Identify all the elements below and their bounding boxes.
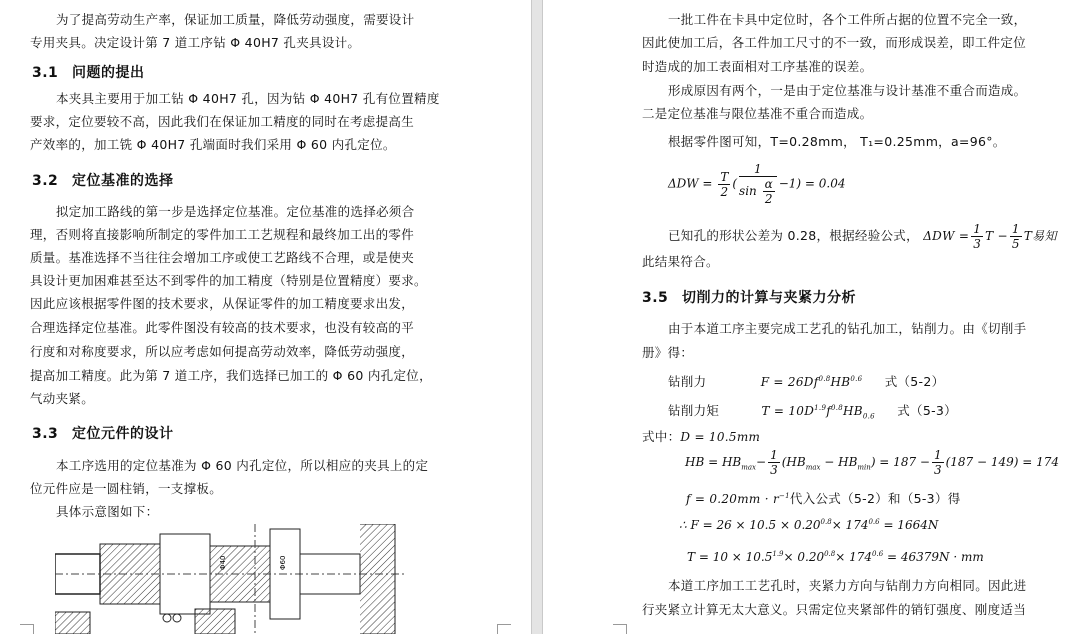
para-3-3-line-3: 具体示意图如下： xyxy=(56,504,159,519)
dw-equation: ΔDW = $\frac{T}{2}$ ( 1 sin $\frac{\alpha}{2}$ −1) = 0.04 xyxy=(668,162,846,206)
para-3-2-line-5: 因此应该根据零件图的技术要求，从保证零件的加工精度要求出发， xyxy=(30,296,415,311)
section-3-5-heading: 3.5 切削力的计算与夹紧力分析 xyxy=(642,290,856,306)
para-3-1-line-1: 本夹具主要用于加工钻 Φ 40H7 孔，因为钻 Φ 40H7 孔有位置精度 xyxy=(56,91,440,106)
para-top-line-5: 二是定位基准与限位基准不重合而造成。 xyxy=(642,106,873,121)
para-3-2-line-9: 气动夹紧。 xyxy=(30,391,95,406)
para-3-2-line-6: 合理选择定位基准。此零件图没有较高的技术要求，也没有较高的平 xyxy=(30,320,415,335)
para-end-line-2: 行夹紧立计算无太大意义。只需定位夹紧部件的销钉强度、刚度适当 xyxy=(642,602,1027,617)
fixture-drawing xyxy=(55,524,405,634)
crop-mark xyxy=(613,624,627,634)
shape-equation: ΔDW = $\frac{1}{3}$ T − $\frac{1}{5}$ T易知 xyxy=(923,222,1057,251)
F-result: ∴ $F = 26 \times 10.5 \times 0.20^{0.8}\times 174^{0.6} = 1664N$ xyxy=(679,518,939,532)
force-line: 钻削力 $F = 26Df^{0.8}HB^{0.6}$ 式（5-2） xyxy=(668,374,945,389)
fig-label-phi40: Φ40 xyxy=(219,555,227,570)
intro-line-1: 为了提高劳动生产率，保证加工质量，降低劳动强度，需要设计 xyxy=(56,12,415,27)
para-3-2-line-7: 行度和对称度要求，所以应考虑如何提高劳动效率，降低劳动强度， xyxy=(30,344,415,359)
T-result: $T = 10 \times 10.5^{1.9}\times 0.20^{0.8}\times 174^{0.6} = 46379N$ · mm xyxy=(687,550,984,564)
given-values: 根据零件图可知，T=0.28mm， T₁=0.25mm，a=96°。 xyxy=(668,134,1006,149)
para-3-1-line-2: 要求，定位要较不高，因此我们在保证加工精度的同时在考虑提高生 xyxy=(30,114,415,129)
hb-equation: HB = $HB_{max}-$ $\frac{1}{3}$ $(HB_{max} - HB_{min}) = 187$ − $\frac{1}{3}$ (187 − 149) = 174 xyxy=(685,448,1060,477)
section-3-2-heading: 3.2 定位基准的选择 xyxy=(32,173,174,189)
para-3-1-line-3: 产效率的，加工铣 Φ 40H7 孔端面时我们采用 Φ 60 内孔定位。 xyxy=(30,137,396,152)
para-end-line-1: 本道工序加工工艺孔时，夹紧力方向与钻削力方向相同。因此进 xyxy=(668,578,1027,593)
right-page xyxy=(543,0,1074,634)
para-3-3-line-2: 位元件应是一圆柱销，一支撑板。 xyxy=(30,481,223,496)
para-top-line-2: 因此使加工后，各工件加工尺寸的不一致，而形成误差，即工件定位 xyxy=(642,35,1027,50)
para-3-2-line-3: 质量。基准选择不当往往会增加工序或使工艺路线不合理，或是使夹 xyxy=(30,250,415,265)
torque-line: 钻削力矩 $T = 10D^{1.9}f^{0.8}HB_{0.6}$ 式（5-3） xyxy=(668,403,957,421)
para-3-5-line-2: 册》得： xyxy=(642,345,694,360)
section-3-3-heading: 3.3 定位元件的设计 xyxy=(32,426,174,442)
crop-mark xyxy=(497,624,511,634)
crop-mark xyxy=(20,624,34,634)
section-3-1-heading: 3.1 问题的提出 xyxy=(32,65,145,81)
para-top-line-4: 形成原因有两个，一是由于定位基准与设计基准不重合而造成。 xyxy=(668,83,1027,98)
page-gutter xyxy=(531,0,543,634)
where-line: 式中：D = 10.5mm xyxy=(642,429,761,444)
intro-line-2: 专用夹具。决定设计第 7 道工序钻 Φ 40H7 孔夹具设计。 xyxy=(30,35,361,50)
fig-label-phi60: Φ60 xyxy=(279,555,287,570)
para-3-2-line-4: 具设计更加困难甚至达不到零件的加工精度（特别是位置精度）要求。 xyxy=(30,273,427,288)
para-top-line-1: 一批工件在卡具中定位时，各个工件所占据的位置不完全一致， xyxy=(668,12,1027,27)
para-top-line-3: 时造成的加工表面相对工序基准的误差。 xyxy=(642,59,873,74)
para-3-2-line-2: 理，否则将直接影响所制定的零件加工工艺规程和最终加工出的零件 xyxy=(30,227,415,242)
para-3-5-line-1: 由于本道工序主要完成工艺孔的钻孔加工，钻削力。由《切削手 xyxy=(668,321,1027,336)
f-equation: $f = 0.20mm \cdot r^{-1}$代入公式（5-2）和（5-3）得 xyxy=(686,491,961,506)
para-3-2-line-1: 拟定加工路线的第一步是选择定位基准。定位基准的选择必须合 xyxy=(56,204,415,219)
para-3-2-line-8: 提高加工精度。此为第 7 道工序，我们选择已加工的 Φ 60 内孔定位， xyxy=(30,368,432,383)
left-page xyxy=(0,0,531,634)
shape-tolerance-line-1: 已知孔的形状公差为 0.28，根据经验公式， ΔDW = $\frac{1}{3}$ T − $\frac{1}{5}$ T易知 xyxy=(668,222,1057,251)
shape-tolerance-line-2: 此结果符合。 xyxy=(642,254,719,269)
para-3-3-line-1: 本工序选用的定位基准为 Φ 60 内孔定位，所以相应的夹具上的定 xyxy=(56,458,429,473)
